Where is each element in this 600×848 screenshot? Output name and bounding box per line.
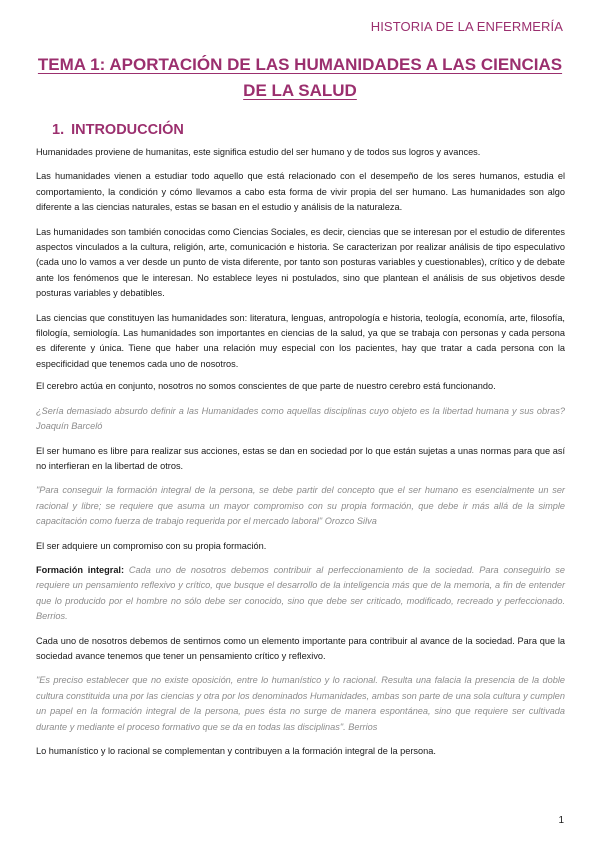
page-number: 1 — [558, 815, 564, 826]
running-header: HISTORIA DE LA ENFERMERÍA — [370, 19, 563, 34]
paragraph: Lo humanístico y lo racional se complementan y contribuyen a la formación integral de la persona. — [36, 746, 436, 756]
section-title: INTRODUCCIÓN — [71, 122, 184, 138]
paragraph: Cada uno de nosotros debemos de sentirnos como un elemento importante para contribuir al avance de la sociedad. Para que la sociedad avance tenemos que tener un pensamiento crítico y reflexivo. — [36, 635, 565, 661]
quote: "Es preciso establecer que no existe oposición, entre lo humanístico y lo racional. Resulta una falacia la presencia de la doble cultura constituida una por las ciencias y otra por los denominados Humanidades, ambas son parte de una sola cultura y cumplen un papel en la formación integral de la persona, pues ésta no surge de manera espontánea, sino que requiere ser cultivada durante y mediante el proceso formativo que se da en todas las disciplinas". Berrios — [36, 675, 565, 732]
paragraph: El cerebro actúa en conjunto, nosotros no somos conscientes de que parte de nuestro cerebro está funcionando. — [36, 381, 496, 392]
paragraph: El ser humano es libre para realizar sus acciones, estas se dan en sociedad por lo que están sujetas a unas normas para que así no interfieran en la libertad de otros. — [36, 445, 565, 471]
body-content — [36, 145, 565, 759]
paragraph: Humanidades proviene de humanitas, este significa estudio del ser humano y de todos sus logros y avances. — [36, 147, 481, 157]
page-title — [28, 52, 572, 104]
paragraph: El ser adquiere un compromiso con su propia formación. — [36, 540, 267, 551]
page-title-line-1: TEMA 1: APORTACIÓN DE LAS HUMANIDADES A LAS CIENCIAS — [37, 55, 563, 74]
paragraph: Las ciencias que constituyen las humanidades son: literatura, lenguas, antropología e historia, teología, economía, arte, filosofía, filología, semiología. Las humanidades son importantes en ciencias de la salud, ya que se trabaja con personas y cada persona es diferente y única. Tiene que haber una relación muy especial con los pacientes, hay que tratar a cada persona con la especificidad que tenemos cada uno de nosotros. — [36, 312, 565, 369]
quote: ¿Sería demasiado absurdo definir a las Humanidades como aquellas disciplinas cuyo objeto es la libertad humana y sus obras? Joaquín Barceló — [36, 405, 565, 432]
quote: "Para conseguir la formación integral de la persona, se debe partir del concepto que el ser humano es esencialmente un ser racional y libre; se requiere que asuma un mayor compromiso con su propia formación, que debe ir más allá de la simple capacitación como fuerza de trabajo requerida por el mercado laboral" Orozco Silva — [36, 485, 565, 527]
formacion-integral-block — [36, 563, 565, 625]
section-heading — [52, 122, 184, 138]
paragraph: Las humanidades vienen a estudiar todo aquello que está relacionado con el desempeño de los seres humanos, estudia el comportamiento, la condición y cómo llevamos a cabo esta forma de vivir propia del ser humano. Las humanidades son algo diferente a las ciencias naturales, estas se basan en el estudio y análisis de la naturaleza. — [36, 171, 565, 213]
formacion-integral-text: Cada uno de nosotros debemos contribuir al perfeccionamiento de la sociedad. Para conseguirlo se requiere un pensamiento reflexivo y crítico, que busque el desarrollo de la inteligencia más que de la memoria, a fin de entender que lo producido por el hombre no sólo debe ser conocido, sino que debe ser criticado, modificado, recreado y perfeccionado. Berrios. — [36, 564, 566, 622]
section-number: 1. — [52, 122, 65, 138]
paragraph: Las humanidades son también conocidas como Ciencias Sociales, es decir, ciencias que se interesan por el estudio de diferentes aspectos vinculados a la cultura, religión, arte, comunicación e historia. Se caracterizan por realizar análisis de tipo especulativo (cada uno lo vamos a ver desde un punto de vista diferente, por tanto son posturas variables y cuestionables), crítico y de debate ante los fenómenos que le interesan. No establece leyes ni postulados, sino que plantean el análisis de sus objetivos desde posturas variables y debatibles. — [36, 226, 565, 299]
page-title-line-2: DE LA SALUD — [243, 81, 357, 100]
formacion-integral-label: Formación integral: — [36, 564, 125, 575]
